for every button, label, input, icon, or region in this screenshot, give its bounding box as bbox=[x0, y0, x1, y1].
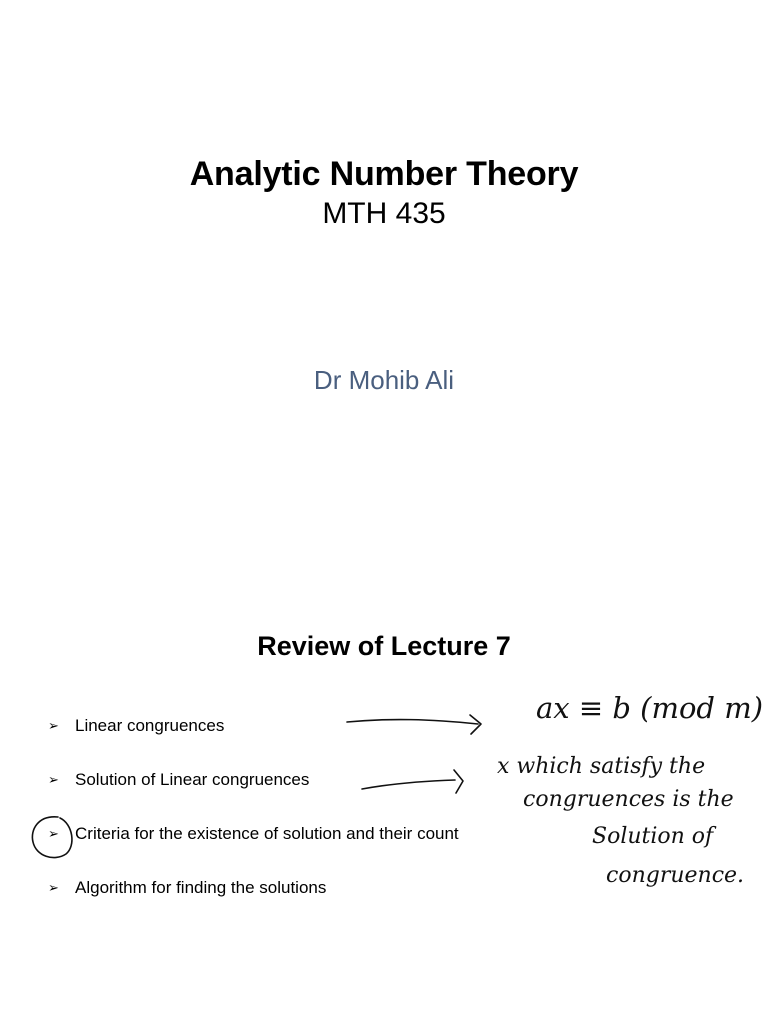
arrowhead-bullet-icon: ➢ bbox=[48, 826, 59, 841]
bullet-label: Criteria for the existence of solution and their count bbox=[75, 824, 459, 843]
review-heading: Review of Lecture 7 bbox=[257, 631, 511, 661]
arrowhead-bullet-icon: ➢ bbox=[48, 772, 59, 787]
arrowhead-bullet-icon: ➢ bbox=[48, 718, 59, 733]
list-item bbox=[48, 768, 528, 792]
arrowhead-bullet-icon: ➢ bbox=[48, 880, 59, 895]
review-bullet-list bbox=[48, 512, 528, 1024]
ink-note-line-1: x which satisfy the bbox=[497, 754, 706, 779]
author-name: Dr Mohib Ali bbox=[313, 365, 455, 395]
bullet-label: Linear congruences bbox=[75, 716, 225, 735]
ink-note-line-2: congruences is the bbox=[523, 787, 734, 812]
review-slide bbox=[0, 512, 768, 1024]
bullet-label: Algorithm for finding the solutions bbox=[75, 878, 327, 897]
course-code: MTH 435 bbox=[322, 197, 446, 230]
ink-note-line-4: congruence. bbox=[606, 863, 745, 888]
slide-title: Analytic Number Theory bbox=[189, 155, 579, 193]
ink-note-line-3: Solution of bbox=[592, 824, 714, 849]
bullet-label: Solution of Linear congruences bbox=[75, 770, 310, 789]
list-item bbox=[48, 822, 528, 846]
list-item bbox=[48, 714, 528, 738]
list-item bbox=[48, 876, 528, 900]
ink-congruence-note: ax ≡ b (mod m) bbox=[536, 691, 764, 725]
